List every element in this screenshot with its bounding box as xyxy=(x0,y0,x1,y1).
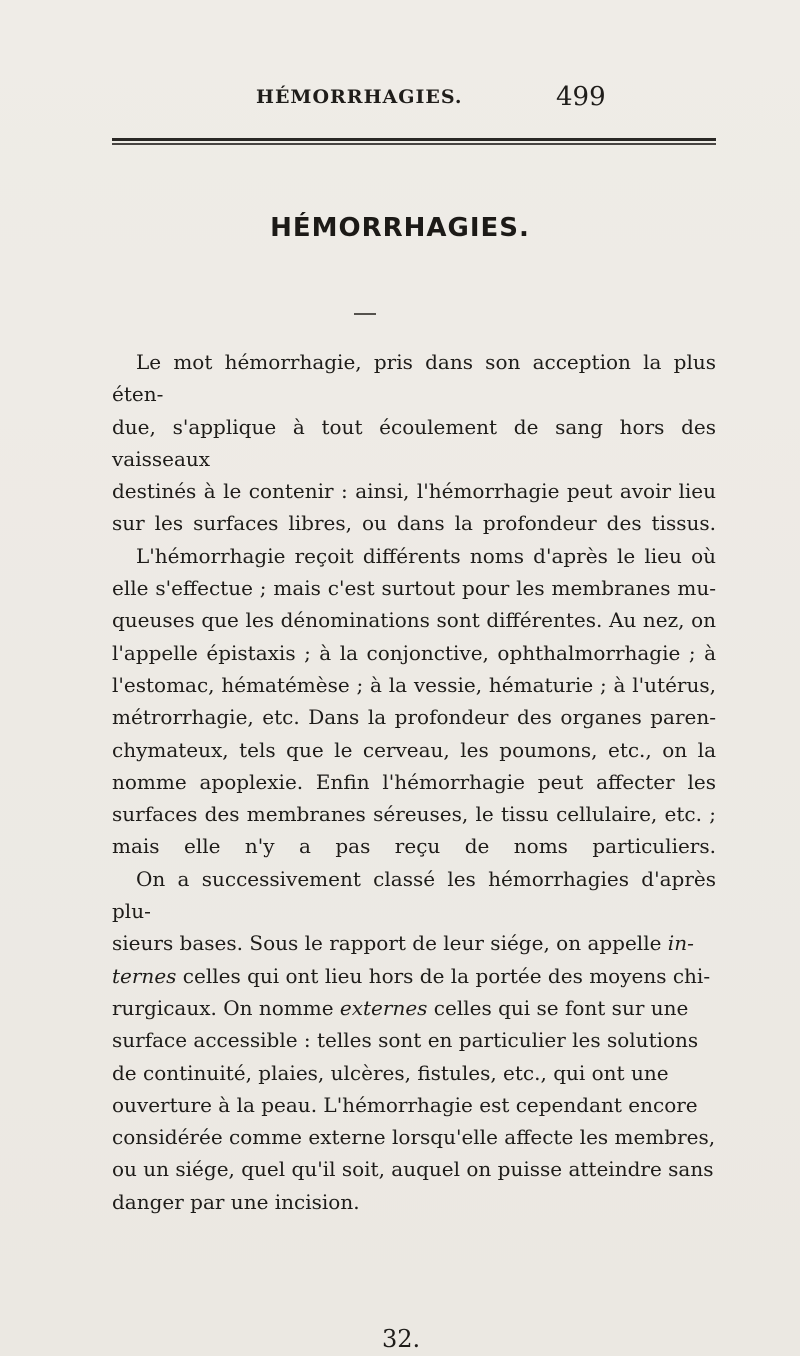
text-line: sur les surfaces libres, ou dans la profondeur des tissus. xyxy=(112,511,716,536)
text-line: rurgicaux. On nomme externes celles qui se font sur une xyxy=(112,995,689,1020)
paragraph-3 xyxy=(112,863,716,1218)
running-head xyxy=(0,82,800,112)
text-line: elle s'effectue ; mais c'est surtout pour les membranes mu- xyxy=(112,576,716,601)
text-line: métrorrhagie, etc. Dans la profondeur des organes paren- xyxy=(112,705,716,730)
body-text xyxy=(112,346,716,1218)
text-line: nomme apoplexie. Enfin l'hémorrhagie peut affecter les xyxy=(112,769,716,794)
text-line: de continuité, plaies, ulcères, fistules, etc., qui ont une xyxy=(112,1060,669,1085)
section-title: HÉMORRHAGIES. xyxy=(270,213,530,243)
text-line: considérée comme externe lorsqu'elle affecte les membres, xyxy=(112,1125,716,1150)
text-line: l'estomac, hématémèse ; à la vessie, hématurie ; à l'utérus, xyxy=(112,672,716,697)
text-line: ternes celles qui ont lieu hors de la portée des moyens chi- xyxy=(112,963,711,988)
header-rule xyxy=(112,138,716,141)
text-line: sieurs bases. Sous le rapport de leur siége, on appelle in- xyxy=(112,931,694,956)
text-line: Le mot hémorrhagie, pris dans son acception la plus éten- xyxy=(112,350,716,407)
text-line: mais elle n'y a pas reçu de noms particuliers. xyxy=(112,834,716,859)
text-line: ouverture à la peau. L'hémorrhagie est cependant encore xyxy=(112,1092,698,1117)
text-line: l'appelle épistaxis ; à la conjonctive, ophthalmorrhagie ; à xyxy=(112,640,716,665)
text-line: On a successivement classé les hémorrhagies d'après plu- xyxy=(112,866,716,924)
text-line: queuses que les dénominations sont différentes. Au nez, on xyxy=(112,608,716,633)
header-rule-thin xyxy=(112,143,716,145)
text-line: ou un siége, quel qu'il soit, auquel on puisse atteindre sans xyxy=(112,1157,714,1182)
text-line: L'hémorrhagie reçoit différents noms d'après le lieu où xyxy=(136,543,716,568)
running-head-title: HÉMORRHAGIES. xyxy=(256,86,463,108)
text-line: danger par une incision. xyxy=(112,1189,360,1214)
paragraph-1 xyxy=(112,346,716,540)
text-line: surfaces des membranes séreuses, le tissu cellulaire, etc. ; xyxy=(112,802,716,827)
text-line: chymateux, tels que le cerveau, les poumons, etc., on la xyxy=(112,737,716,762)
paragraph-2 xyxy=(112,540,716,863)
text-line: due, s'applique à tout écoulement de sang hors des vaisseaux xyxy=(112,414,716,471)
title-ornament xyxy=(354,313,376,315)
page-number: 499 xyxy=(556,82,606,112)
text-line: surface accessible : telles sont en particulier les solutions xyxy=(112,1028,699,1053)
signature-mark: 32. xyxy=(382,1325,421,1353)
text-line: destinés à le contenir : ainsi, l'hémorrhagie peut avoir lieu xyxy=(112,479,716,504)
